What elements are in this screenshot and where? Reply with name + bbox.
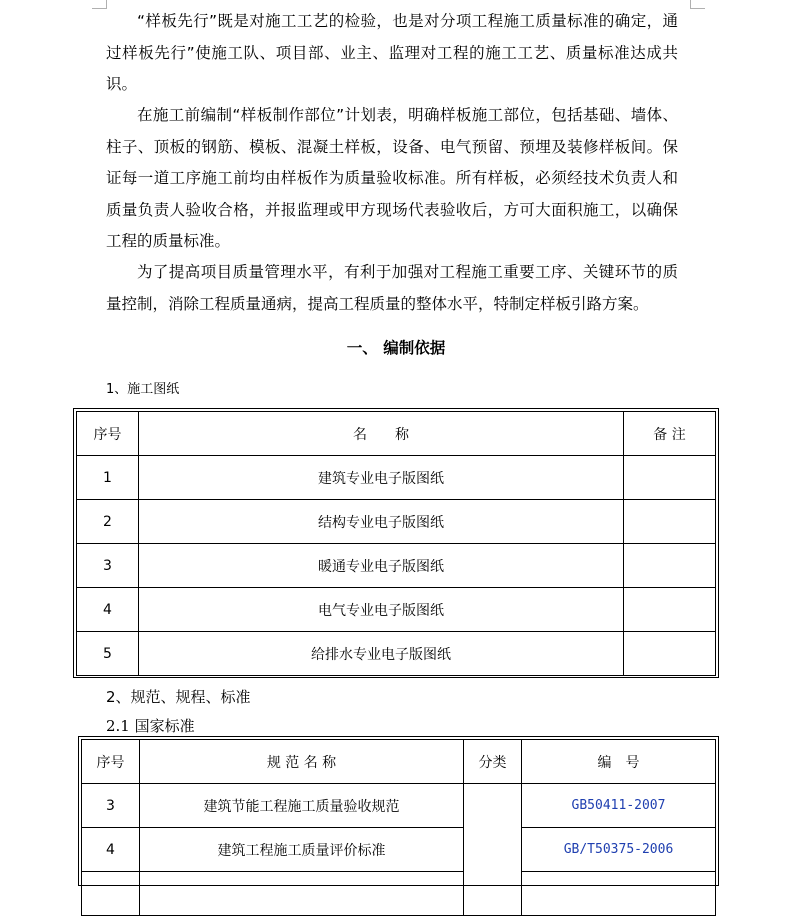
row-name: 建筑专业电子版图纸	[139, 456, 624, 500]
header-cell: 规 范 名 称	[140, 740, 464, 784]
row-number: 5	[77, 632, 139, 676]
row-name: 结构专业电子版图纸	[139, 500, 624, 544]
row-name: 给排水专业电子版图纸	[139, 632, 624, 676]
table-row	[77, 632, 716, 676]
table-header-row	[77, 412, 716, 456]
paragraph-3: 为了提高项目质量管理水平，有利于加强对工程施工重要工序、关键环节的质量控制，消除工程质量通病，提高工程质量的整体水平，特制定样板引路方案。	[106, 263, 678, 313]
row-name: 电气专业电子版图纸	[139, 588, 624, 632]
row-number: 3	[82, 784, 140, 828]
table-row	[82, 784, 716, 828]
table-row	[77, 456, 716, 500]
row-code	[522, 872, 716, 916]
row-number: 3	[77, 544, 139, 588]
row-number: 1	[77, 456, 139, 500]
header-cell: 分类	[464, 740, 522, 784]
standards-table	[78, 736, 719, 886]
table-header-row	[82, 740, 716, 784]
section-heading: 一、 编制依据	[346, 339, 446, 357]
margin-corner-right	[690, 0, 705, 9]
paragraph-1: “样板先行”既是对施工工艺的检验，也是对分项工程施工质量标准的确定，通过样板先行”使施工队、项目部、业主、监理对工程的施工工艺、质量标准达成共识。	[106, 12, 678, 93]
row-code: GB/T50375-2006	[522, 828, 716, 872]
header-cell: 编 号	[522, 740, 716, 784]
table-row	[82, 828, 716, 872]
paragraph-2: 在施工前编制“样板制作部位”计划表，明确样板施工部位，包括基础、墙体、柱子、顶板的钢筋、模板、混凝土样板，设备、电气预留、预埋及装修样板间。保证每一道工序施工前均由样板作为质量验收标准。所有样板，必须经技术负责人和质量负责人验收合格，并报监理或甲方现场代表验收后，方可大面积施工，以确保工程的质量标准。	[106, 106, 678, 250]
table-row	[77, 500, 716, 544]
margin-corner-left	[92, 0, 107, 9]
header-cell: 备 注	[624, 412, 716, 456]
row-number: 4	[82, 828, 140, 872]
header-cell: 序号	[77, 412, 139, 456]
row-number: 2	[77, 500, 139, 544]
table-row	[77, 588, 716, 632]
row-number	[82, 872, 140, 916]
row-code: GB50411-2007	[522, 784, 716, 828]
subheading-national-standards: 2.1 国家标准	[106, 717, 195, 735]
table-row	[77, 544, 716, 588]
header-cell: 名 称	[139, 412, 624, 456]
row-number: 4	[77, 588, 139, 632]
row-name: 建筑节能工程施工质量验收规范	[140, 784, 464, 828]
row-note	[624, 456, 716, 500]
row-name: 暖通专业电子版图纸	[139, 544, 624, 588]
row-note	[624, 632, 716, 676]
row-name: 建筑工程施工质量评价标准	[140, 828, 464, 872]
row-note	[624, 500, 716, 544]
row-name	[140, 872, 464, 916]
row-category	[464, 784, 522, 916]
subheading-drawings: 1、施工图纸	[106, 382, 180, 397]
row-note	[624, 544, 716, 588]
table-row	[82, 872, 716, 916]
row-note	[624, 588, 716, 632]
drawings-table	[73, 408, 719, 678]
subheading-standards: 2、规范、规程、标准	[106, 688, 251, 706]
header-cell: 序号	[82, 740, 140, 784]
